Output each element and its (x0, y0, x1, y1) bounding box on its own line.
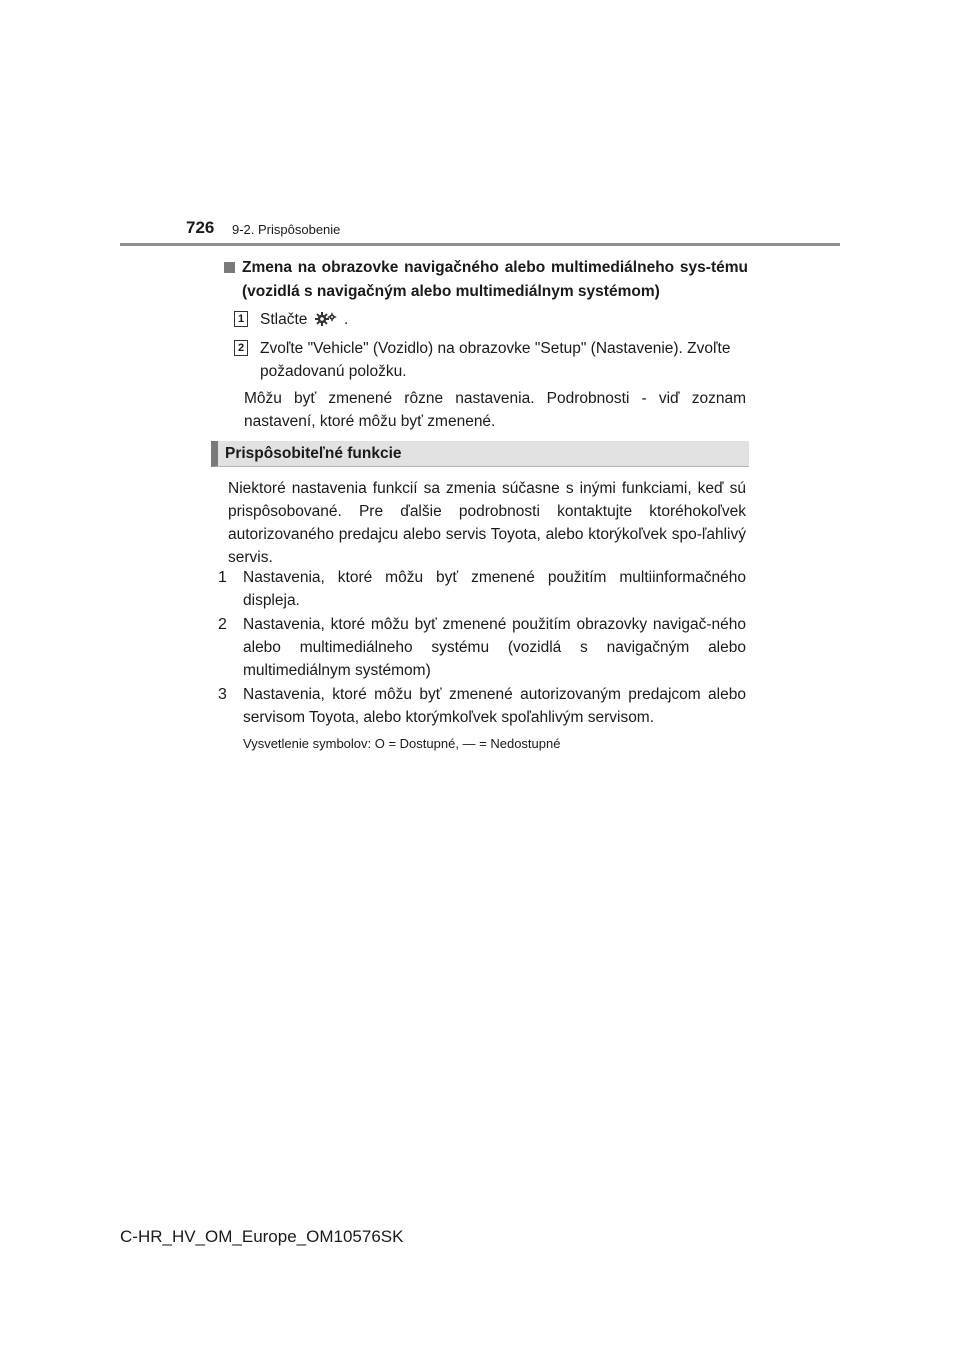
page-number: 726 (186, 218, 215, 237)
header-divider (120, 243, 840, 246)
footer-code: C-HR_HV_OM_Europe_OM10576SK (120, 1227, 404, 1246)
item-number: 1 (218, 569, 227, 586)
item-text: Nastavenia, ktoré môžu byť zmenené autorizovaným predajcom alebo servisom Toyota, alebo ktorýmkoľvek spoľahlivým servisom. (243, 686, 746, 726)
box-heading-text: Prispôsobiteľné funkcie (225, 445, 402, 462)
square-bullet-icon (224, 262, 235, 273)
gear-settings-icon (314, 311, 338, 327)
subheading (218, 256, 748, 304)
box-heading (211, 441, 749, 467)
note-paragraph: Môžu byť zmenené rôzne nastavenia. Podrobnosti - viď zoznam nastavení, ktoré môžu byť zmenené. (244, 390, 746, 430)
list-item (218, 613, 746, 682)
step-text: Zvoľte "Vehicle" (Vozidlo) na obrazovke "Setup" (Nastavenie). Zvoľte požadovanú položku. (260, 340, 731, 380)
item-text: Nastavenia, ktoré môžu byť zmenené použitím multiinformačného displeja. (243, 569, 746, 609)
section-title: 9-2. Prispôsobenie (232, 222, 341, 237)
symbol-legend: Vysvetlenie symbolov: O = Dostupné, — = Nedostupné (243, 736, 561, 751)
step-text-before: Stlačte (260, 311, 308, 328)
item-number: 2 (218, 616, 227, 633)
step-number-box: 2 (234, 340, 248, 356)
step-text (234, 308, 748, 331)
step-text-after: . (344, 311, 349, 328)
list-item (218, 566, 746, 612)
step-1 (234, 308, 748, 331)
step-2 (234, 337, 748, 383)
item-text: Nastavenia, ktoré môžu byť zmenené použitím obrazovky navigač-ného alebo multimediálneho systému (vozidlá s navigačným alebo multimediálnym systémom) (243, 616, 746, 679)
list-item (218, 683, 746, 729)
intro-paragraph: Niektoré nastavenia funkcií sa zmenia súčasne s inými funkciami, keď sú prispôsobované. Pre ďalšie podrobnosti kontaktujte ktoréhokoľvek autorizovaného predajcu alebo servis Toyota, alebo ktorýkoľvek spo-ľahlivý servis. (228, 480, 746, 566)
item-number: 3 (218, 686, 227, 703)
step-number-box: 1 (234, 311, 248, 327)
subheading-text: Zmena na obrazovke navigačného alebo multimediálneho sys-tému (vozidlá s navigačným alebo multimediálnym systémom) (242, 259, 748, 300)
